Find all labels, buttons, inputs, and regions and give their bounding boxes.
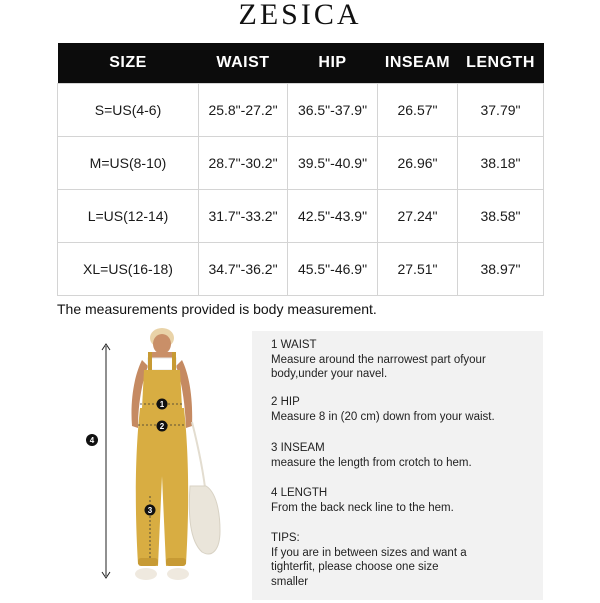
tips-title: TIPS: <box>271 532 300 544</box>
inseam-cell: 27.24" <box>378 190 458 243</box>
guide-waist <box>271 338 486 382</box>
waist-cell: 25.8"-27.2" <box>199 84 288 137</box>
size-chart-table <box>57 43 544 296</box>
model-illustration <box>80 326 240 598</box>
guide-title: 2 HIP <box>271 396 300 408</box>
guide-title: 3 INSEAM <box>271 442 325 454</box>
table-row <box>58 84 544 137</box>
guide-inseam <box>271 441 472 470</box>
hip-cell: 39.5"-40.9" <box>288 137 378 190</box>
right-shoe <box>167 568 189 580</box>
length-guide-line <box>102 344 110 578</box>
tips-text: smaller <box>271 575 309 588</box>
size-cell: M=US(8-10) <box>58 137 199 190</box>
length-cell: 38.18" <box>458 137 544 190</box>
svg-text:3: 3 <box>147 506 153 515</box>
header-waist: WAIST <box>199 43 288 84</box>
white-top <box>148 358 176 370</box>
guide-length <box>271 486 454 515</box>
waist-cell: 34.7"-36.2" <box>199 243 288 296</box>
hip-cell: 36.5"-37.9" <box>288 84 378 137</box>
size-cell: S=US(4-6) <box>58 84 199 137</box>
head-shape <box>153 334 171 354</box>
measurement-guide-panel <box>252 331 543 600</box>
table-row <box>58 243 544 296</box>
inseam-cell: 27.51" <box>378 243 458 296</box>
header-hip: HIP <box>288 43 378 84</box>
overall-pants <box>136 408 188 566</box>
waist-cell: 28.7"-30.2" <box>199 137 288 190</box>
size-cell: XL=US(16-18) <box>58 243 199 296</box>
hip-cell: 45.5"-46.9" <box>288 243 378 296</box>
hip-cell: 42.5"-43.9" <box>288 190 378 243</box>
guide-text: measure the length from crotch to hem. <box>271 456 472 469</box>
header-inseam: INSEAM <box>378 43 458 84</box>
bag-strap <box>192 422 206 496</box>
size-chart-header-row <box>58 43 544 84</box>
measurement-note: The measurements provided is body measurement. <box>57 301 377 317</box>
marker-3 <box>145 505 156 516</box>
length-cell: 37.79" <box>458 84 544 137</box>
svg-text:4: 4 <box>89 436 95 445</box>
guide-text: body,under your navel. <box>271 368 388 380</box>
tips-text: If you are in between sizes and want a <box>271 546 467 559</box>
left-shoe <box>135 568 157 580</box>
size-cell: L=US(12-14) <box>58 190 199 243</box>
marker-1 <box>157 399 168 410</box>
table-row <box>58 137 544 190</box>
inseam-cell: 26.57" <box>378 84 458 137</box>
table-row <box>58 190 544 243</box>
svg-text:2: 2 <box>159 422 165 431</box>
marker-2 <box>157 421 168 432</box>
guide-text: Measure around the narrowest part ofyour <box>271 353 486 366</box>
left-cuff <box>138 558 158 566</box>
brand-logo: ZESICA <box>238 0 362 31</box>
guide-text: Measure 8 in (20 cm) down from your waist. <box>271 410 495 423</box>
length-cell: 38.58" <box>458 190 544 243</box>
tips-text: tighterfit, please choose one size <box>271 561 439 573</box>
header-size: SIZE <box>58 43 199 84</box>
right-cuff <box>166 558 186 566</box>
guide-tips <box>271 531 467 589</box>
guide-text: From the back neck line to the hem. <box>271 501 454 514</box>
marker-4 <box>86 434 98 446</box>
guide-title: 4 LENGTH <box>271 487 328 499</box>
waist-cell: 31.7"-33.2" <box>199 190 288 243</box>
header-length: LENGTH <box>458 43 544 84</box>
inseam-cell: 26.96" <box>378 137 458 190</box>
guide-hip <box>271 395 495 424</box>
left-strap <box>148 352 152 372</box>
guide-title: 1 WAIST <box>271 339 317 351</box>
right-strap <box>172 352 176 372</box>
tote-bag <box>189 486 220 554</box>
length-cell: 38.97" <box>458 243 544 296</box>
svg-text:1: 1 <box>159 400 165 409</box>
model-figure <box>80 326 240 598</box>
